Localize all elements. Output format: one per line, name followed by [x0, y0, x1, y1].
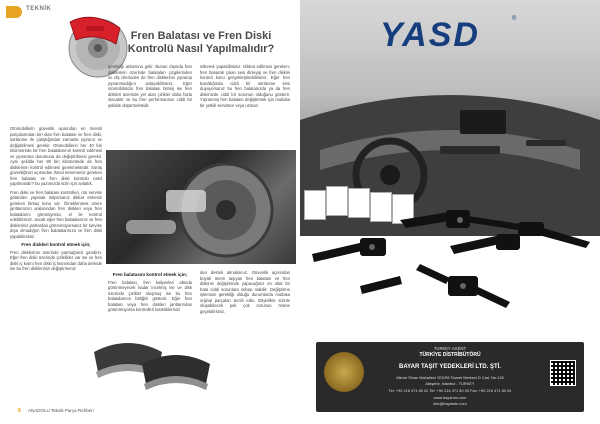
paragraph: Fren balatası, fren kaliperleri altında görünmeyecek kadar incelmiş ise ve disk üzerinde çizikler oluşmuş ise bu fren balatalarının bittiğini gösterir. Eğer fren balatası veya fren diskleri jantlarından görünmüyorsa kontrolleri laststiklerinizi: [108, 279, 192, 312]
distributor-agent-tr: TÜRKİYE DİSTRİBÜTÖRÜ: [419, 352, 481, 358]
steering-switch-products: [300, 206, 600, 336]
right-page-advertisement: [300, 0, 600, 424]
paragraph: sökerek yapabilirsiniz. Dikkat edilmesi gereken; fren basarak çıkan sesi dinleyip ve fren diskini kontrol konu gerçekleştirebilirsiniz. Eğer fren basıldığında ciddi bir sürtünme sesi duyuyorsanız bu fren balatanızda ya da fren diskinizde ciddi bir sorunun olduğunu gösterir. Yıpranmış fren balatası değiştirmek için mutlaka bir yetkili servisten veya uzman: [200, 64, 290, 108]
page-number: 8: [18, 408, 21, 414]
distributor-box: [316, 342, 584, 412]
distributor-web: www.bayarsto.com: [433, 395, 467, 400]
mechanic-brake-photo: [106, 150, 296, 264]
subheading: Fren balatasını kontrol etmek için;: [112, 272, 188, 277]
paragraph: den destek almalısınız. Güvenlik açısından büyük önem taşıyan fren balatası ve fren diskinin değişiminde yapacağınız en ufak bir hata ciddi sorunlara sebep olabilir. Değiştirme işleminin gerekliği olduğu durumlarda mutlaka orijinal parçaları tercih edin. Böylelikle sizinle oluşabilecek pek çok sorunun önüne geçebilirsiniz.: [200, 270, 290, 314]
article-column-3-top: [200, 64, 290, 111]
article-column-3-bottom: [200, 270, 290, 317]
section-tag: TEKNİK: [26, 6, 52, 12]
qr-code-icon: [550, 360, 576, 386]
paragraph: Fren disklerinin üzerinde parmağınızı gezdirin. Eğer fren diski üzerinde çiziklikler var ise ve fren diski iç kısmı fren diski iç kısmından daha derinde ise bu fren disklerinizi değiştirmeniz: [10, 249, 102, 271]
paragraph: Fren diski ve fren balatası kontrolleri, oto servise götürülen yapmak istiyorsanız dikkat etmeniz gereken birkaç konu var. Örneklenmek üzere jantlarınızın aralarından fren diskleri veya fren balatalarını görünüyorsa, el ile kontrol edebilirsiniz. ancak eğer fren balatalarınız ve fren diskleriniz jantlardan görünmüyorsanız bir servise dışa olmadığım fren balatalarınıza ve fren diski yapabilirsiniz.: [10, 189, 102, 239]
distributor-address-1: Mimar Sinan Mahallesi YEDPA Ticaret Merkezi D Cad. No:128: [396, 375, 504, 380]
article-title: [112, 30, 290, 56]
mechanic-brake-illustration: [106, 150, 296, 264]
distributor-phones: Tel: +90 216 471 80 02 Tel: +90 216 471 80 03 Fax: +90 216 471 80 04: [388, 388, 512, 393]
section-tag-marker: [6, 6, 22, 18]
article-column-2-bottom: [108, 270, 192, 316]
paragraph: Otomobillerin güvenlik açısından en önemli parçalarından biri olan fren balatası ve fren diski, sürtünme ile çalıştığından zamanla yıpranır ve değiştirilmesi gerekir. Otomobillerin her 40 bin kilometrede bir fren balatalarının kontrol edilmesi ve yıpranma durumuna da değiştirilmesi gerekir. Aynı şekilde her 80 bin kilometrede de fren disklerinin kontrol edilmesi gerekmektedir. Sürüş güvenliğinizi açısından ihmal etmemeniz gereken fren balatası ve fren diski kontrolü nasıl yapılmalıdır? bu yazımızda sizin için anlattık.: [10, 126, 102, 186]
distributor-agent-en: TURKEY AGENT: [433, 346, 467, 351]
brake-pads-image: [88, 330, 218, 400]
article-title-line2: Kontrolü Nasıl Yapılmalıdır?: [127, 43, 275, 55]
article-title-line1: Fren Balatası ve Fren Diski: [130, 30, 272, 42]
yasd-logo: YASD: [380, 16, 480, 54]
distributor-address-2: Ataşehir, İstanbul - TURKEY: [425, 381, 475, 386]
distributor-seal-icon: [324, 352, 364, 392]
footer-publication: ANADOLU Teknik Parça Rehberi: [28, 408, 94, 413]
registered-mark: ®: [512, 16, 517, 22]
article-column-1: [10, 126, 102, 275]
distributor-name: BAYAR TAŞIT YEDEKLERİ LTD. ŞTİ.: [399, 364, 501, 370]
article-column-2-top: [108, 64, 192, 111]
distributor-email: info@bayarsto.com: [433, 401, 467, 406]
paragraph: gerektiği anlamına gelir. Bunun dışında fren disklerinin üzerinde balataları çizgilerinden ve diş izlerinden de fren disklerinin yıpranıp yıpranmadığını anlayabilirsiniz. Eğer otomobilinizin fren balatası bitmiş ise fren diskleri üzerinde yer alan çizikler daha fazla olacaktır ve bu fren performansını ciddi bir şekilde düşürmektedir.: [108, 64, 192, 108]
subheading: Fren diskleri kontrol etmek için;: [21, 242, 91, 247]
